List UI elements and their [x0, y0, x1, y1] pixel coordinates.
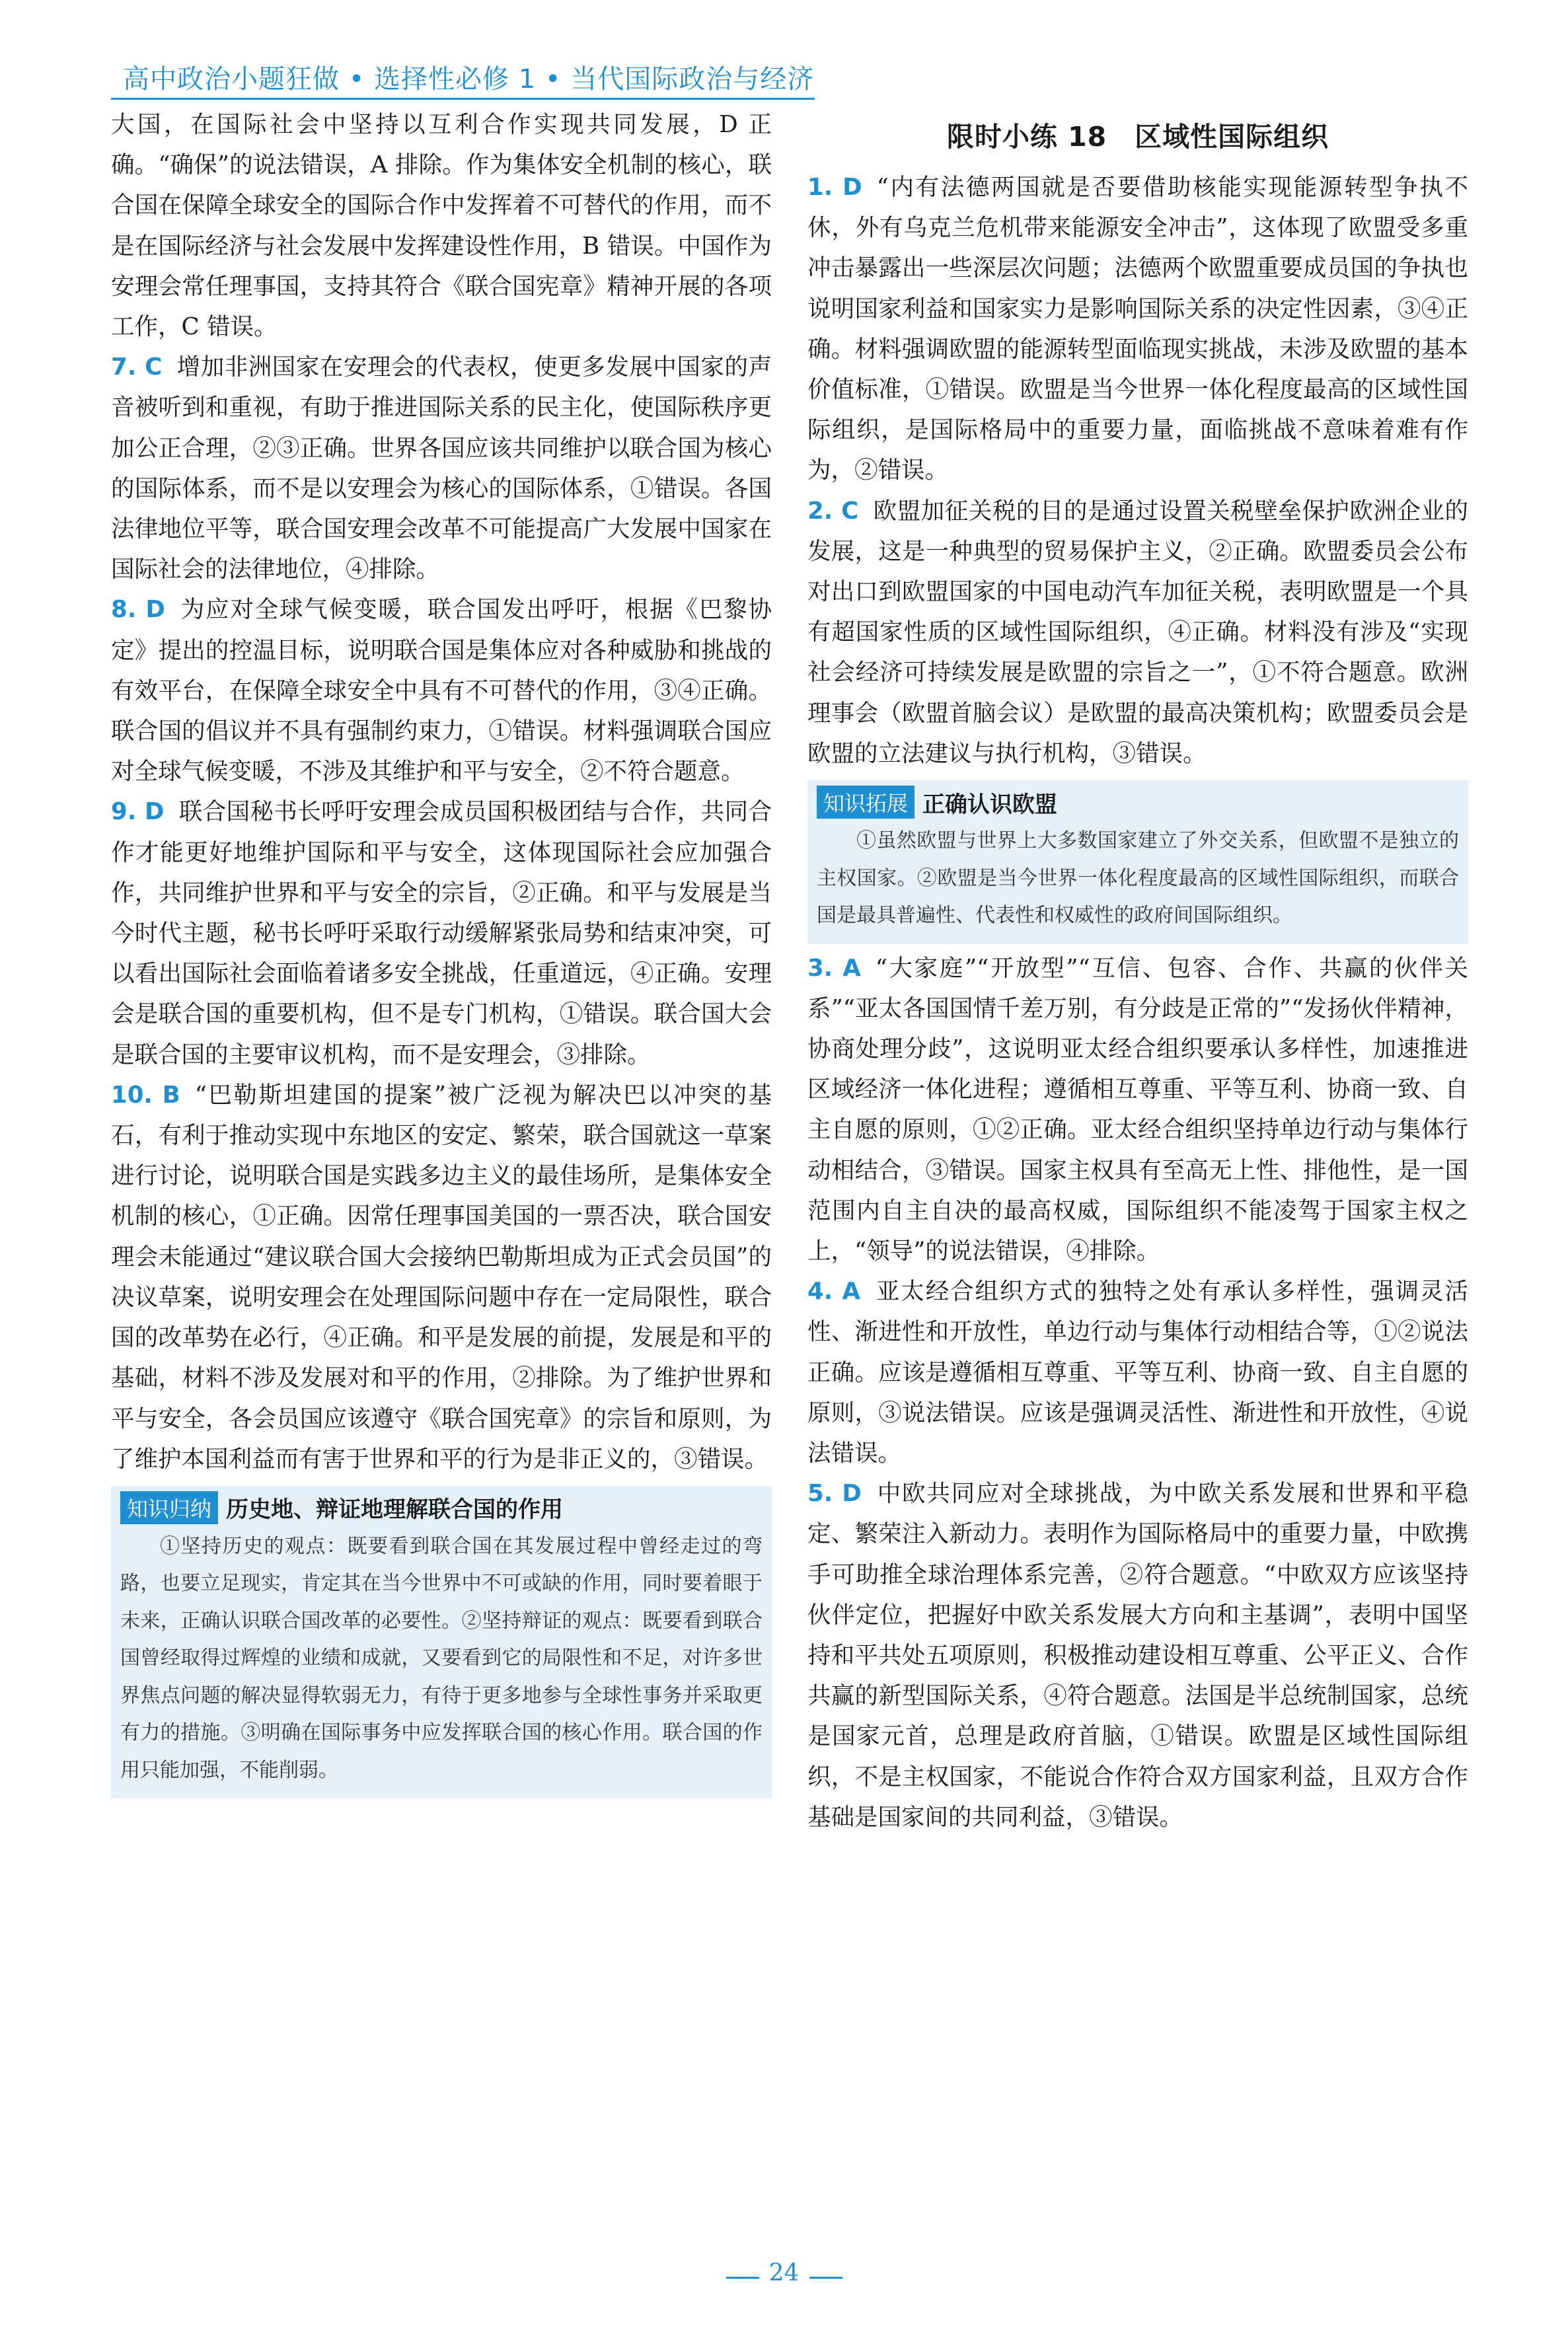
page-number: 24	[768, 2260, 800, 2287]
box-title: 历史地、辩证地理解联合国的作用	[226, 1496, 564, 1524]
answer-number: 5. D	[807, 1480, 862, 1508]
footer-dash-left	[726, 2277, 759, 2279]
box-header	[817, 786, 1459, 819]
left-column	[111, 104, 772, 1802]
intro-paragraph: 大国，在国际社会中坚持以互利合作实现共同发展，D 正确。“确保”的说法错误，A 排除。作为集体安全机制的核心，联合国在保障全球安全的国际合作中发挥着不可替代的作用，而不是在国际经济与社会发展中发挥建设性作用，B 错误。中国作为安理会常任理事国，支持其符合《联合国宪章》精神开展的各项工作，C 错误。	[111, 111, 772, 341]
answer-number: 8. D	[111, 596, 165, 624]
box-tag: 知识归纳	[120, 1491, 218, 1524]
page-footer	[0, 2260, 1568, 2287]
running-header: 高中政治小题狂做 • 选择性必修 1 • 当代国际政治与经济	[123, 64, 815, 94]
answer-text: “巴勒斯坦建国的提案”被广泛视为解决巴以冲突的基石，有利于推动实现中东地区的安定、繁荣，联合国就这一草案进行讨论，说明联合国是实践多边主义的最佳场所，是集体安全机制的核心，①正确。因常任理事国美国的一票否决，联合国安理会未能通过“建议联合国大会接纳巴勒斯坦成为正式会员国”的决议草案，说明安理会在处理国际问题中存在一定局限性，联合国的改革势在必行，④正确。和平是发展的前提，发展是和平的基础，材料不涉及发展对和平的作用，②排除。为了维护世界和平与安全，各会员国应该遵守《联合国宪章》的宗旨和原则，为了维护本国利益而有害于世界和平的行为是非正义的，③错误。	[111, 1081, 772, 1473]
answer-text: 亚太经合组织方式的独特之处有承认多样性，强调灵活性、渐进性和开放性，单边行动与集体行动相结合等，①②说法正确。应该是遵循相互尊重、平等互利、协商一致、自主自愿的原则，③说法错误。应该是强调灵活性、渐进性和开放性，④说法错误。	[807, 1278, 1468, 1467]
right-column	[807, 104, 1468, 1837]
answer-text: 增加非洲国家在安理会的代表权，使更多发展中国家的声音被听到和重视，有助于推进国际关系的民主化，使国际秩序更加公正合理，②③正确。世界各国应该共同维护以联合国为核心的国际体系，而不是以安理会为核心的国际体系，①错误。各国法律地位平等，联合国安理会改革不可能提高广大发展中国家在国际社会的法律地位，④排除。	[111, 353, 772, 583]
box-tag: 知识拓展	[817, 786, 915, 819]
answer-item-3	[807, 948, 1468, 1272]
answer-number: 9. D	[111, 798, 165, 826]
answer-number: 1. D	[807, 174, 862, 201]
answer-item-1	[807, 167, 1468, 491]
answer-text: “大家庭”“开放型”“互信、包容、合作、共赢的伙伴关系”“亚太各国国情千差万别，有分歧是正常的”“发扬伙伴精神，协商处理分歧”，这说明亚太经合组织要承认多样性，加速推进区域经济一体化进程；遵循相互尊重、平等互利、协商一致、自主自愿的原则，①②正确。亚太经合组织坚持单边行动与集体行动相结合，③错误。国家主权具有至高无上性、排他性，是一国范围内自主自决的最高权威，国际组织不能凌驾于国家主权之上，“领导”的说法错误，④排除。	[807, 954, 1468, 1265]
answer-text: 欧盟加征关税的目的是通过设置关税壁垒保护欧洲企业的发展，这是一种典型的贸易保护主义，②正确。欧盟委员会公布对出口到欧盟国家的中国电动汽车加征关税，表明欧盟是一个具有超国家性质的区域性国际组织，④正确。材料没有涉及“实现社会经济可持续发展是欧盟的宗旨之一”，①不符合题意。欧洲理事会（欧盟首脑会议）是欧盟的最高决策机构；欧盟委员会是欧盟的立法建议与执行机构，③错误。	[807, 497, 1468, 767]
answer-text: 为应对全球气候变暖，联合国发出呼吁，根据《巴黎协定》提出的控温目标，说明联合国是集体应对各种威胁和挑战的有效平台，在保障全球安全中具有不可替代的作用，③④正确。联合国的倡议并不具有强制约束力，①错误。材料强调联合国应对全球气候变暖，不涉及其维护和平与安全，②不符合题意。	[111, 596, 772, 786]
answer-item-9	[111, 792, 772, 1074]
answer-item-5	[807, 1473, 1468, 1837]
box-text: ①虽然欧盟与世界上大多数国家建立了外交关系，但欧盟不是独立的主权国家。②欧盟是当今世界一体化程度最高的区域性国际组织，而联合国是最具普遍性、代表性和权威性的政府间国际组织。	[817, 829, 1459, 928]
answer-item-7	[111, 347, 772, 589]
answer-number: 10. B	[111, 1081, 180, 1109]
section-title: 限时小练 18 区域性国际组织	[946, 121, 1329, 153]
answer-item-2	[807, 491, 1468, 774]
knowledge-extension-box	[807, 780, 1468, 944]
answer-number: 3. A	[807, 954, 861, 982]
header-rule	[111, 98, 815, 100]
answer-text: 中欧共同应对全球挑战，为中欧关系发展和世界和平稳定、繁荣注入新动力。表明作为国际格局中的重要力量，中欧携手可助推全球治理体系完善，②符合题意。“中欧双方应该坚持伙伴定位，把握好中欧关系发展大方向和主基调”，表明中国坚持和平共处五项原则，积极推动建设相互尊重、公平正义、合作共赢的新型国际关系，④符合题意。法国是半总统制国家，总统是国家元首，总理是政府首脑，①错误。欧盟是区域性国际组织，不是主权国家，不能说合作符合双方国家利益，且双方合作基础是国家间的共同利益，③错误。	[807, 1480, 1468, 1831]
answer-item-8	[111, 589, 772, 792]
answer-number: 7. C	[111, 353, 163, 381]
box-title: 正确认识欧盟	[922, 791, 1058, 818]
footer-dash-right	[809, 2277, 842, 2279]
box-header	[120, 1491, 763, 1524]
answer-number: 4. A	[807, 1278, 860, 1306]
answer-text: 联合国秘书长呼吁安理会成员国积极团结与合作，共同合作才能更好地维护国际和平与安全，这体现国际社会应加强合作，共同维护世界和平与安全的宗旨，②正确。和平与发展是当今时代主题，秘书长呼吁采取行动缓解紧张局势和结束冲突，可以看出国际社会面临着诸多安全挑战，任重道远，④正确。安理会是联合国的重要机构，但不是专门机构，①错误。联合国大会是联合国的主要审议机构，而不是安理会，③排除。	[111, 798, 772, 1068]
box-text: ①坚持历史的观点：既要看到联合国在其发展过程中曾经走过的弯路，也要立足现实，肯定其在当今世界中不可或缺的作用，同时要着眼于未来，正确认识联合国改革的必要性。②坚持辩证的观点：既要看到联合国曾经取得过辉煌的业绩和成就，又要看到它的局限性和不足，对许多世界焦点问题的解决显得软弱无力，有待于更多地参与全球性事务并采取更有力的措施。③明确在国际事务中应发挥联合国的核心作用。联合国的作用只能加强，不能削弱。	[120, 1534, 763, 1782]
answer-text: “内有法德两国就是否要借助核能实现能源转型争执不休，外有乌克兰危机带来能源安全冲击”，这体现了欧盟受多重冲击暴露出一些深层次问题；法德两个欧盟重要成员国的争执也说明国家利益和国家实力是影响国际关系的决定性因素，③④正确。材料强调欧盟的能源转型面临现实挑战，未涉及欧盟的基本价值标准，①错误。欧盟是当今世界一体化程度最高的区域性国际组织，是国际格局中的重要力量，面临挑战不意味着难有作为，②错误。	[807, 174, 1468, 484]
answer-item-10	[111, 1075, 772, 1479]
knowledge-summary-box	[111, 1486, 772, 1799]
answer-item-4	[807, 1271, 1468, 1473]
answer-number: 2. C	[807, 497, 859, 525]
